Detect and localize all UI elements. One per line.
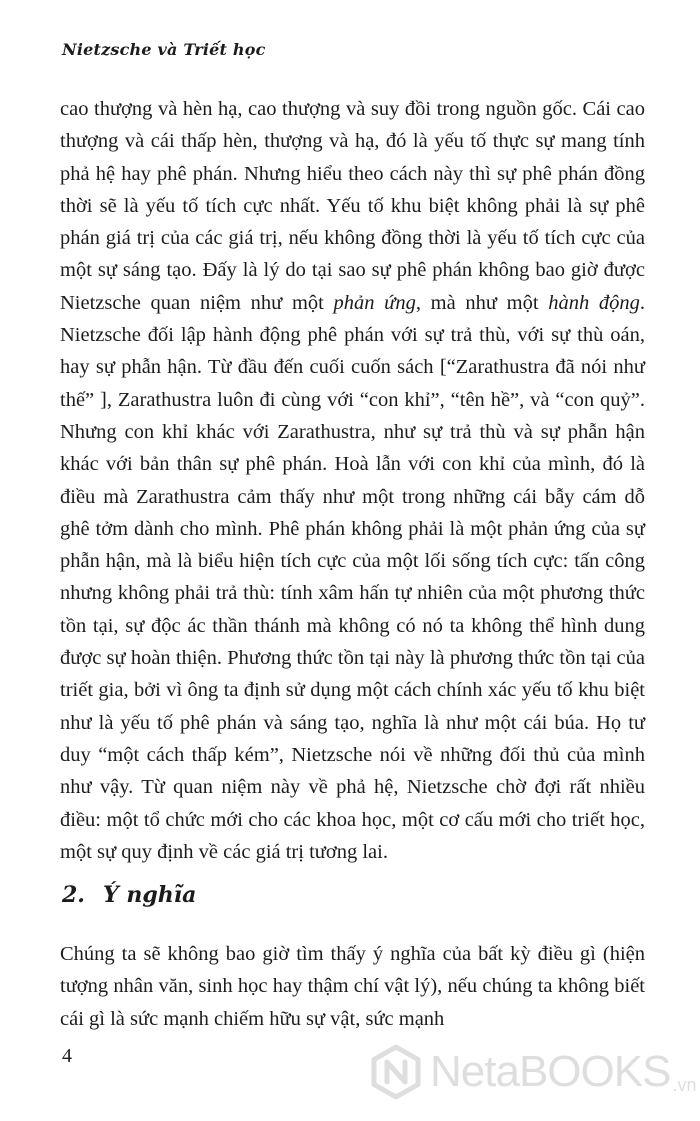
body-paragraph-1 <box>60 93 645 868</box>
watermark-brand-text: NetaBOOKS <box>430 1047 671 1096</box>
body-paragraph-2: Chúng ta sẽ không bao giờ tìm thấy ý nghĩa của bất kỳ điều gì (hiện tượng nhân văn, sinh học hay thậm chí vật lý), nếu chúng ta không biết cái gì là sức mạnh chiếm hữu sự vật, sức mạnh <box>60 943 645 1030</box>
netabooks-logo-icon <box>368 1044 424 1100</box>
paragraph-1-text-c: . Nietzsche đối lập hành động phê phán với sự trả thù, với sự thù oán, hay sự phẫn hận. Từ đầu đến cuối cuốn sách [“Zarathustra đã nói như thế” ], Zarathustra luôn đi cùng với “con khỉ”, “tên hề”, và “con quỷ”. Nhưng con khỉ khác với Zarathustra, như sự trả thù và sự phẫn hận khác với bản thân sự phê phán. Hoà lẫn với con khỉ của mình, đó là điều mà Zarathustra cảm thấy như một trong những cái bẫy cám dỗ ghê tởm dành cho mình. Phê phán không phải là một phản ứng của sự phẫn hận, mà là biểu hiện tích cực của một lối sống tích cực: tấn công nhưng không phải trả thù: tính xâm hấn tự nhiên của một phương thức tồn tại, sự độc ác thần thánh mà không có nó ta không thể hình dung được sự hoàn thiện. Phương thức tồn tại này là phương thức tồn tại của triết gia, bởi vì ông ta định sử dụng một cách chính xác yếu tố khu biệt như là yếu tố phê phán và sáng tạo, nghĩa là như một cái búa. Họ tư duy “một cách thấp kém”, Nietzsche nói về những đối thủ của mình như vậy. Từ quan niệm này về phả hệ, Nietzsche chờ đợi rất nhiều điều: một tổ chức mới cho các khoa học, một cơ cấu mới cho triết học, một sự quy định về các giá trị tương lai. <box>60 291 645 863</box>
section-title: Ý nghĩa <box>102 882 197 908</box>
watermark-suffix-text: .vn <box>672 1075 697 1095</box>
emphasis-hanh-dong: hành động <box>548 291 640 314</box>
section-number: 2. <box>62 882 85 908</box>
section-heading <box>62 882 196 908</box>
netabooks-watermark <box>368 1044 696 1100</box>
paragraph-1-text-b: , mà như một <box>415 291 549 314</box>
emphasis-phan-ung: phản ứng <box>333 291 416 314</box>
running-header-title: Nietzsche và Triết học <box>62 40 266 59</box>
page-number: 4 <box>62 1045 72 1067</box>
paragraph-1-text-a: cao thượng và hèn hạ, cao thượng và suy đồi trong nguồn gốc. Cái cao thượng và cái thấp hèn, thượng và hạ, đó là yếu tố thực sự mang tính phả hệ hay phê phán. Nhưng hiểu theo cách này thì sự phê phán đồng thời sẽ là yếu tố tích cực nhất. Yếu tố khu biệt không phải là sự phê phán giá trị của các giá trị, nếu không đồng thời là yếu tố tích cực của một sự sáng tạo. Đấy là lý do tại sao sự phê phán không bao giờ được Nietzsche quan niệm như một <box>60 98 645 314</box>
